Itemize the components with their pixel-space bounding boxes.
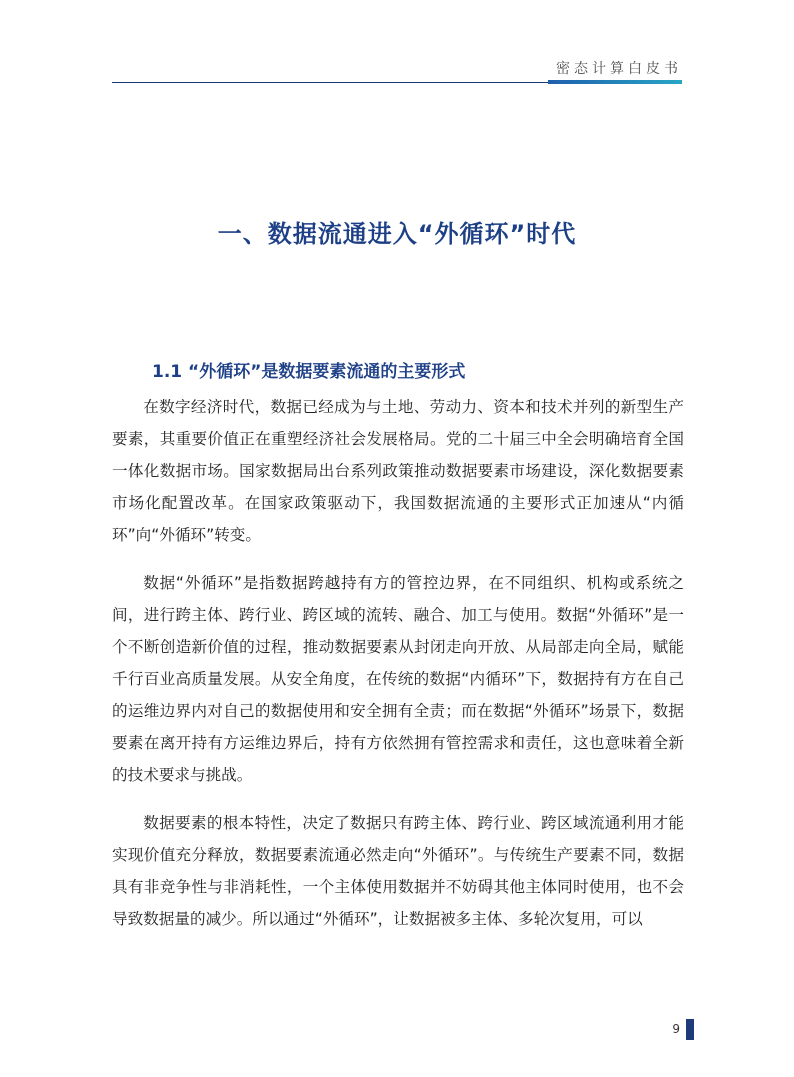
body-text [112,391,684,951]
paragraph: 在数字经济时代，数据已经成为与土地、劳动力、资本和技术并列的新型生产要素，其重要价值正在重塑经济社会发展格局。党的二十届三中全会明确培育全国一体化数据市场。国家数据局出台系列政策推动数据要素市场建设，深化数据要素市场化配置改革。在国家政策驱动下，我国数据流通的主要形式正加速从“内循环”向“外循环”转变。 [112,398,684,544]
page-number: 9 [672,1022,680,1036]
page-number-marker [686,1019,694,1040]
section-title: 1.1 “外循环”是数据要素流通的主要形式 [152,362,466,383]
chapter-title: 一、数据流通进入“外循环”时代 [217,220,577,249]
header-accent-bar [548,80,682,84]
paragraph: 数据“外循环”是指数据跨越持有方的管控边界，在不同组织、机构或系统之间，进行跨主体、跨行业、跨区域的流转、融合、加工与使用。数据“外循环”是一个不断创造新价值的过程，推动数据要素从封闭走向开放、从局部走向全局，赋能千行百业高质量发展。从安全角度，在传统的数据“内循环”下，数据持有方在自己的运维边界内对自己的数据使用和安全拥有全责；而在数据“外循环”场景下，数据要素在离开持有方运维边界后，持有方依然拥有管控需求和责任，这也意味着全新的技术要求与挑战。 [112,574,684,784]
running-header-title: 密态计算白皮书 [556,61,682,77]
paragraph: 数据要素的根本特性，决定了数据只有跨主体、跨行业、跨区域流通利用才能实现价值充分释放，数据要素流通必然走向“外循环”。与传统生产要素不同，数据具有非竞争性与非消耗性，一个主体使用数据并不妨碍其他主体同时使用，也不会导致数据量的减少。所以通过“外循环”，让数据被多主体、多轮次复用，可以 [112,814,684,928]
